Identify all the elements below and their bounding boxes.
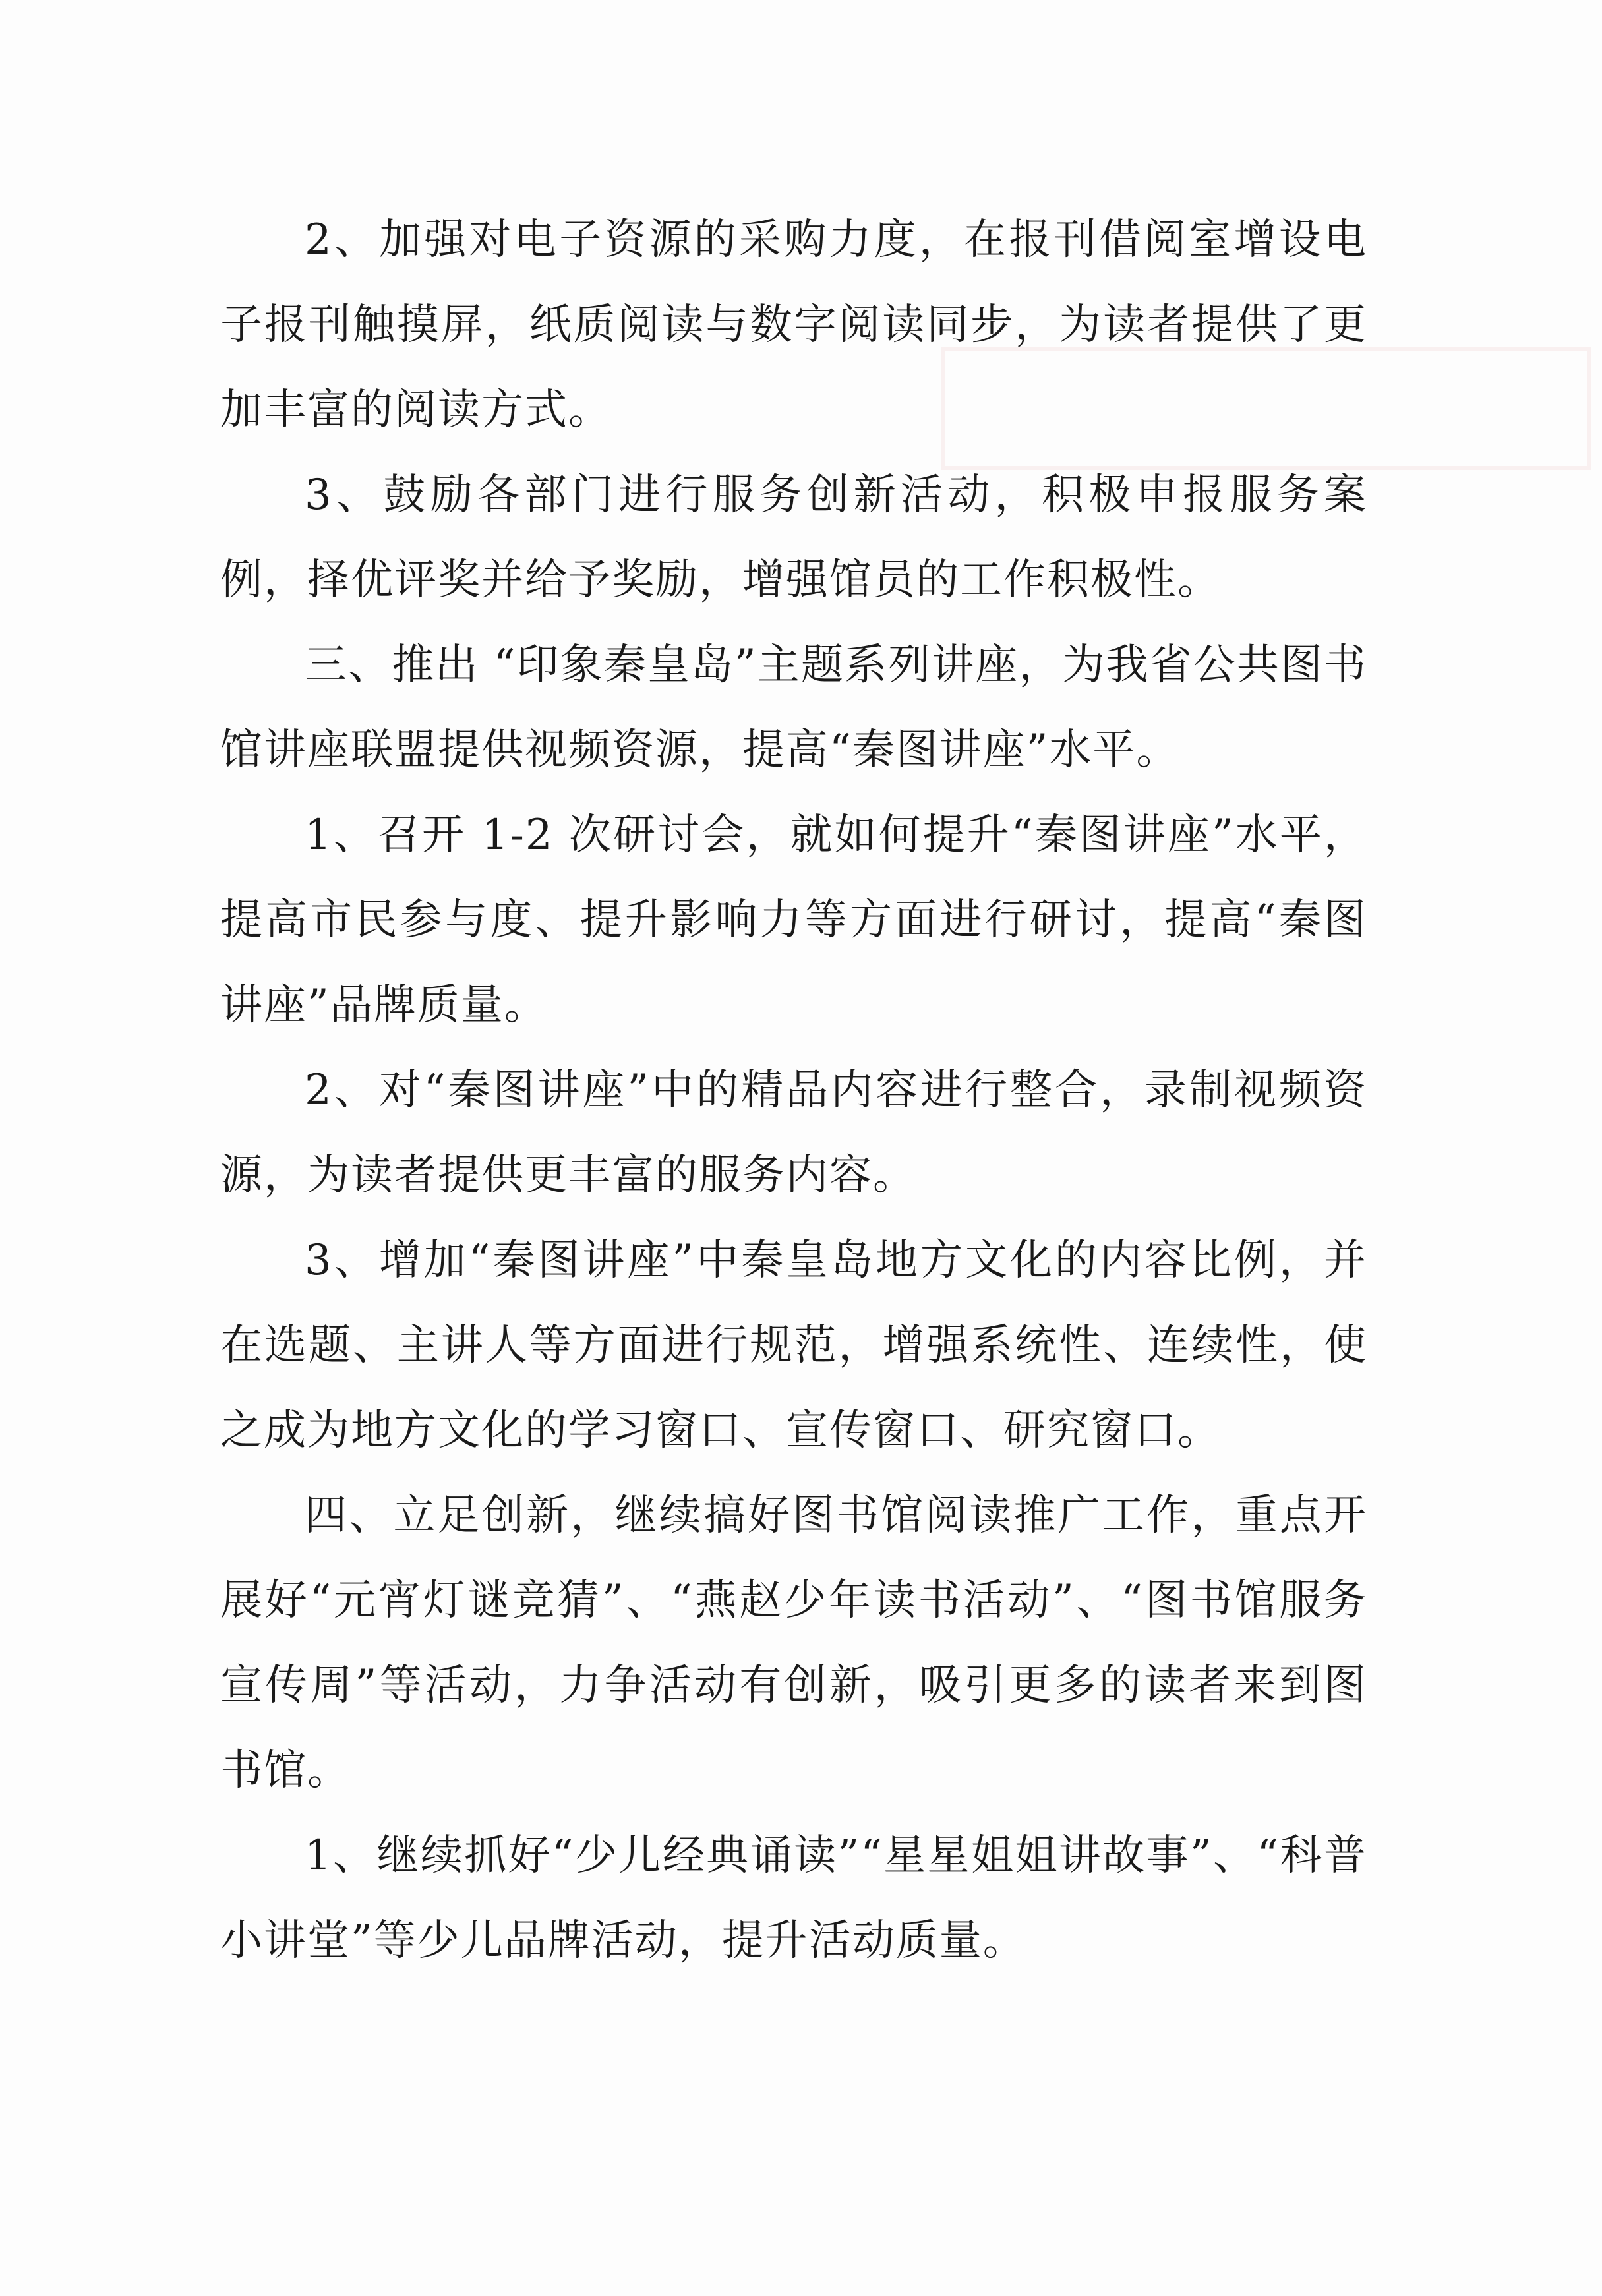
document-body: [220, 198, 1367, 1984]
paragraph-electronic-resources: 2、加强对电子资源的采购力度，在报刊借阅室增设电子报刊触摸屏，纸质阅读与数字阅读同步，为读者提供了更加丰富的阅读方式。: [220, 216, 1367, 434]
paragraph-reading-promotion: 四、立足创新，继续搞好图书馆阅读推广工作，重点开展好“元宵灯谜竞猜”、“燕赵少年读书活动”、“图书馆服务宣传周”等活动，力争活动有创新，吸引更多的读者来到图书馆。: [220, 1491, 1367, 1795]
paragraph-video-resources: 2、对“秦图讲座”中的精品内容进行整合，录制视频资源，为读者提供更丰富的服务内容。: [220, 1066, 1367, 1200]
paragraph-service-innovation: 3、鼓励各部门进行服务创新活动，积极申报服务案例，择优评奖并给予奖励，增强馆员的工作积极性。: [220, 471, 1367, 604]
paragraph-local-culture: 3、增加“秦图讲座”中秦皇岛地方文化的内容比例，并在选题、主讲人等方面进行规范，增强系统性、连续性，使之成为地方文化的学习窗口、宣传窗口、研究窗口。: [220, 1236, 1367, 1455]
paragraph-seminar: 1、召开 1-2 次研讨会，就如何提升“秦图讲座”水平，提高市民参与度、提升影响力等方面进行研讨，提高“秦图讲座”品牌质量。: [220, 811, 1367, 1030]
paragraph-children-activities: 1、继续抓好“少儿经典诵读”“星星姐姐讲故事”、“科普小讲堂”等少儿品牌活动，提升活动质量。: [220, 1831, 1367, 1965]
paragraph-lecture-series: 三、推出 “印象秦皇岛”主题系列讲座，为我省公共图书馆讲座联盟提供视频资源，提高“秦图讲座”水平。: [220, 641, 1367, 775]
